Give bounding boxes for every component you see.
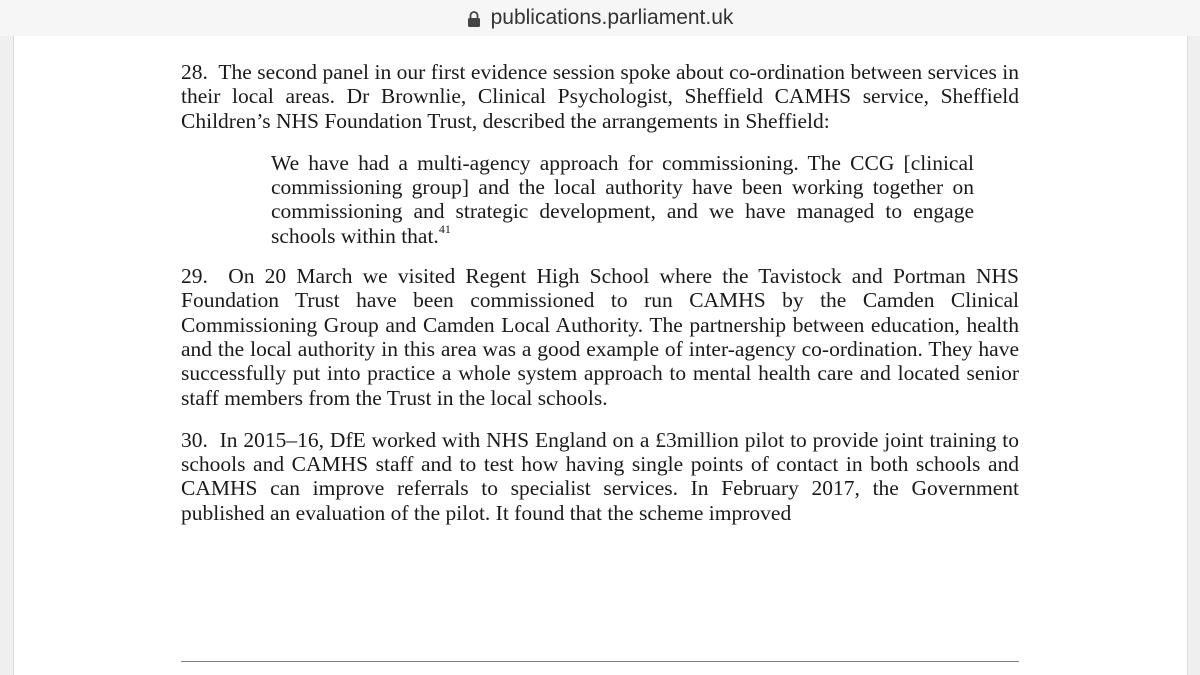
footnote-reference[interactable]: 41 bbox=[438, 221, 451, 236]
paragraph-28 bbox=[181, 60, 1019, 133]
document-body bbox=[181, 60, 1019, 543]
right-page-margin bbox=[1187, 36, 1200, 675]
url-text: publications.parliament.uk bbox=[490, 6, 734, 29]
document-page bbox=[0, 36, 1200, 675]
paragraph-30 bbox=[181, 428, 1019, 525]
paragraph-number: 29. bbox=[181, 264, 208, 289]
lock-icon bbox=[467, 10, 481, 28]
left-page-margin bbox=[0, 36, 14, 675]
paragraph-text: On 20 March we visited Regent High School where the Tavistock and Portman NHS Foundation Trust have been commissioned to run CAMHS by the Camden Clinical Commissioning Group and Camden Local Authority. The partnership between education, health and the local authority in this area was a good example of inter-agency co-ordination. They have successfully put into practice a whole system approach to mental health care and located senior staff members from the Trust in the local schools. bbox=[181, 264, 1019, 410]
paragraph-text: In 2015–16, DfE worked with NHS England on a £3million pilot to provide joint training to schools and CAMHS staff and to test how having single points of contact in both schools and CAMHS can improve referrals to specialist services. In February 2017, the Government published an evaluation of the pilot. It found that the scheme improved bbox=[181, 427, 1020, 525]
paragraph-text: The second panel in our first evidence session spoke about co-ordination between services in their local areas. Dr Brownlie, Clinical Psychologist, Sheffield CAMHS service, Sheffield Children’s NHS Foundation Trust, described the arrangements in Sheffield: bbox=[181, 60, 1019, 133]
footnote-divider bbox=[181, 661, 1019, 662]
paragraph-number: 28. bbox=[181, 60, 208, 84]
address-bar[interactable] bbox=[0, 0, 1200, 36]
evidence-quote bbox=[271, 151, 974, 248]
quote-text: We have had a multi-agency approach for commissioning. The CCG [clinical commissioning group] and the local authority have been working together on commissioning and strategic development, and we have managed to engage schools within that. bbox=[271, 150, 974, 248]
paragraph-number: 30. bbox=[181, 427, 208, 452]
paragraph-29 bbox=[181, 264, 1019, 410]
